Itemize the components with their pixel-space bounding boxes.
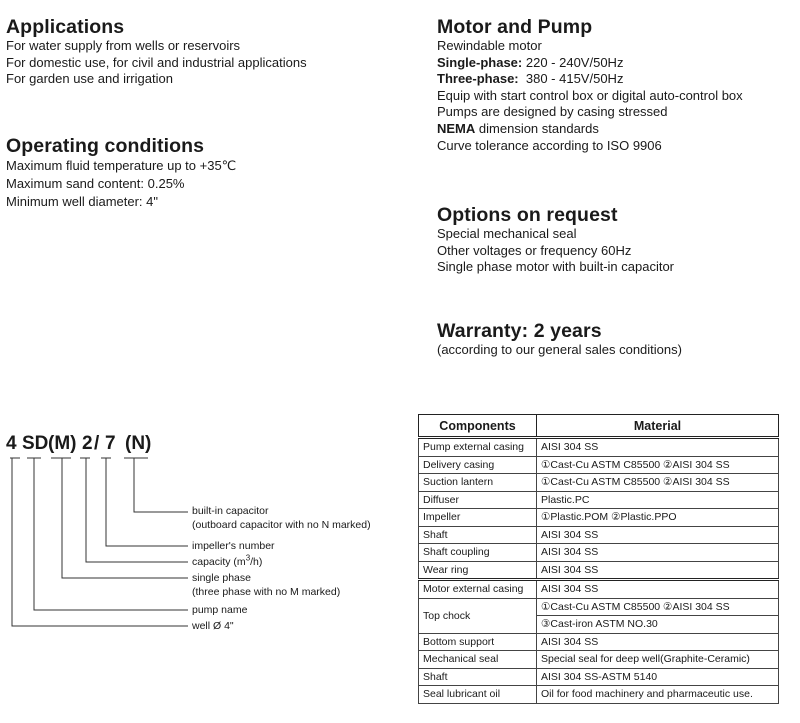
code-part-capacitor: (N) [125,433,152,454]
material-cell: AISI 304 SS [537,544,779,562]
component-cell: Impeller [419,509,537,527]
label-well: well Ø 4" [192,620,234,632]
warranty-note: (according to our general sales conditions) [437,342,682,357]
component-cell: Wear ring [419,561,537,580]
options-line: Special mechanical seal [437,226,577,241]
material-cell: ③Cast-iron ASTM NO.30 [537,616,779,634]
label-capacity-prefix: capacity (m [192,556,246,568]
applications-line: For garden use and irrigation [6,71,173,87]
table-header-row [419,415,779,438]
code-part-phase: (M) [48,433,77,454]
material-cell: ①Cast-Cu ASTM C85500 ②AISI 304 SS [537,474,779,492]
options-line: Other voltages or frequency 60Hz [437,242,632,258]
material-cell: ①Cast-Cu ASTM C85500 ②AISI 304 SS [537,598,779,616]
label-impeller: impeller's number [192,540,275,552]
material-cell: AISI 304 SS [537,561,779,580]
applications-line: For domestic use, for civil and industrial applications [6,54,307,70]
operating-line: Minimum well diameter: 4" [6,194,158,209]
table-row [419,651,779,669]
component-cell: Seal lubricant oil [419,686,537,704]
component-cell: Bottom support [419,633,537,651]
table-row [419,474,779,492]
material-cell: ①Plastic.POM ②Plastic.PPO [537,509,779,527]
label-capacitor-note: (outboard capacitor with no N marked) [192,519,371,531]
applications-title: Applications [6,16,125,38]
material-cell: AISI 304 SS-ASTM 5140 [537,668,779,686]
single-phase-value: 220 - 240V/50Hz [525,54,624,70]
label-capacity-sup: 3 [245,553,251,563]
header-components: Components [419,415,537,438]
table-row [419,456,779,474]
table-row [419,526,779,544]
material-cell: AISI 304 SS [537,580,779,599]
motor-line: Pumps are designed by casing stressed [437,104,668,120]
three-phase-label: Three-phase: [437,71,519,87]
component-cell: Diffuser [419,491,537,509]
code-part-capacity: 2 [82,433,93,454]
material-cell: Plastic.PC [537,491,779,509]
material-cell: Oil for food machinery and pharmaceutic use. [537,686,779,704]
table-row [419,633,779,651]
component-cell: Pump external casing [419,438,537,457]
operating-title: Operating conditions [6,135,205,157]
nema-label: NEMA [437,120,476,136]
operating-line: Maximum sand content: 0.25% [6,176,185,191]
header-material: Material [537,415,779,438]
single-phase-label: Single-phase: [437,54,523,70]
label-capacity [192,553,263,568]
table-row [419,598,779,616]
component-cell: Delivery casing [419,456,537,474]
material-cell: AISI 304 SS [537,633,779,651]
components-table [418,414,779,704]
applications-line: For water supply from wells or reservoirs [6,38,241,53]
table-row [419,686,779,704]
label-single-phase: single phase [192,572,251,584]
label-capacity-suffix: /h) [250,556,263,568]
code-part-name: SD [22,433,49,454]
component-cell: Shaft [419,668,537,686]
operating-line: Maximum fluid temperature up to +35℃ [6,158,237,173]
table-row [419,544,779,562]
label-pump-name: pump name [192,604,248,616]
material-cell: AISI 304 SS [537,438,779,457]
motor-line: Curve tolerance according to ISO 9906 [437,137,662,153]
code-part-size: 4 [6,433,17,454]
table-row [419,561,779,580]
options-title: Options on request [437,204,618,226]
label-capacitor: built-in capacitor [192,505,269,517]
options-line: Single phase motor with built-in capacitor [437,259,675,275]
component-cell: Top chock [419,598,537,633]
table-row [419,580,779,599]
code-part-slash: / [94,433,100,454]
table-row [419,509,779,527]
code-part-impellers: 7 [105,433,116,454]
nema-rest: dimension standards [478,120,599,136]
table-row [419,491,779,509]
component-cell: Shaft [419,526,537,544]
component-cell: Shaft coupling [419,544,537,562]
material-cell: ①Cast-Cu ASTM C85500 ②AISI 304 SS [537,456,779,474]
motor-line: Rewindable motor [437,38,542,53]
warranty-title: Warranty: 2 years [437,320,602,342]
material-cell: Special seal for deep well(Graphite-Ceramic) [537,651,779,669]
table-row [419,668,779,686]
table-row [419,438,779,457]
motor-pump-title: Motor and Pump [437,16,593,38]
label-single-phase-note: (three phase with no M marked) [192,586,341,598]
component-cell: Mechanical seal [419,651,537,669]
component-cell: Suction lantern [419,474,537,492]
three-phase-value: 380 - 415V/50Hz [525,71,624,87]
component-cell: Motor external casing [419,580,537,599]
motor-line: Equip with start control box or digital auto-control box [437,87,743,103]
material-cell: AISI 304 SS [537,526,779,544]
